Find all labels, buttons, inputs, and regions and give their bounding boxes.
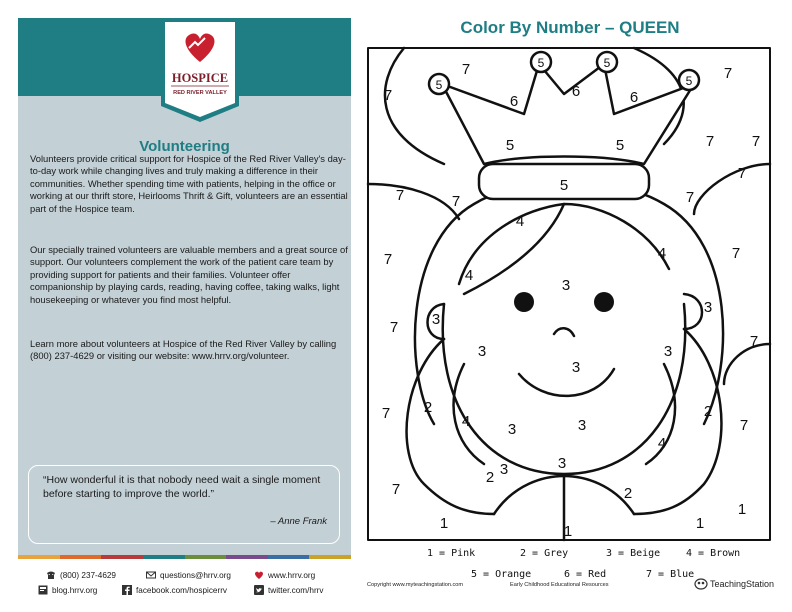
stripe-segment — [143, 555, 185, 559]
num-blue: 7 — [685, 189, 695, 206]
quote-box — [28, 465, 340, 544]
legend-blue: 7 = Blue — [646, 569, 695, 580]
num-beige: 3 — [703, 299, 713, 316]
num-blue: 7 — [731, 245, 741, 262]
volunteer-paragraph-1: Volunteers provide critical support for Hospice of the Red River Valley's day-to-day work while changing lives and truly making a difference in their communities. Whether spending time with patients, helping in the office or working at our thrift store, Heirlooms Thrift & Gift, volunteers are an essential part of the Hospice team. — [30, 153, 348, 214]
owl-icon — [694, 578, 708, 590]
stripe-segment — [185, 555, 227, 559]
bg-bubble-right — [694, 164, 770, 214]
stripe-segment — [60, 555, 102, 559]
volunteer-paragraph-2: Our specially trained volunteers are valuable members and a great source of support. Our volunteers complement the work of the patient care team by providing support for patients and their families. Volunteer offer companionship by playing cards, reading, having coffee, taking walks, light housekeeping or whatever you find most helpful. — [30, 244, 348, 305]
envelope-icon — [146, 570, 156, 580]
hospice-logo — [161, 18, 239, 122]
facebook-icon — [122, 585, 132, 595]
copyright-text: Copyright www.myteachingstation.com — [367, 582, 464, 588]
legend-red: 6 = Red — [564, 569, 607, 580]
eye-left — [514, 292, 534, 312]
stripe-segment — [18, 555, 60, 559]
num-crown-jewel: 6 — [509, 93, 519, 110]
num-crown-tip: 5 — [685, 74, 693, 88]
num-blue: 7 — [389, 319, 399, 336]
legend-orange: 5 = Orange — [471, 569, 532, 580]
volunteer-panel — [18, 18, 351, 558]
contact-blog[interactable]: blog.hrrv.org — [38, 583, 97, 597]
legend-brown: 4 = Brown — [686, 548, 741, 559]
contact-phone[interactable]: (800) 237-4629 — [46, 568, 116, 582]
num-blue: 7 — [381, 405, 391, 422]
num-beige: 3 — [557, 455, 567, 472]
twitter-icon — [254, 585, 264, 595]
contact-web[interactable]: www.hrrv.org — [254, 568, 315, 582]
num-pink: 1 — [695, 515, 705, 532]
num-brown: 4 — [464, 267, 474, 284]
ear-right — [684, 294, 702, 329]
volunteering-heading: Volunteering — [139, 138, 230, 155]
stripe-segment — [226, 555, 268, 559]
num-crown-jewel: 6 — [571, 83, 581, 100]
contact-twitter[interactable]: twitter.com/hrrv — [254, 583, 324, 597]
num-beige: 3 — [561, 277, 571, 294]
smile — [519, 369, 614, 396]
stripe-segment — [101, 555, 143, 559]
num-crown-band: 5 — [505, 137, 515, 154]
num-blue: 7 — [395, 187, 405, 204]
quote-text: “How wonderful it is that nobody need wait a single moment before starting to improve the world.” — [43, 474, 321, 500]
resources-text: Early Childhood Educational Resources — [510, 582, 609, 588]
num-beige: 3 — [571, 359, 581, 376]
eyebrow-mouth-mark — [554, 328, 574, 336]
num-crown-band: 5 — [615, 137, 625, 154]
num-blue: 7 — [383, 251, 393, 268]
eye-right — [594, 292, 614, 312]
num-crown-jewel: 6 — [629, 89, 639, 106]
legend-grey: 2 = Grey — [520, 548, 569, 559]
color-stripe-bar — [18, 555, 351, 559]
num-brown: 4 — [657, 245, 667, 262]
crown-body — [442, 64, 694, 164]
num-crown-tip: 5 — [435, 78, 443, 92]
num-beige: 3 — [477, 343, 487, 360]
num-brown: 4 — [515, 213, 525, 230]
num-blue: 7 — [751, 133, 761, 150]
teaching-station-logo: TeachingStation — [694, 578, 774, 590]
contact-email[interactable]: questions@hrrv.org — [146, 568, 231, 582]
num-beige: 3 — [663, 343, 673, 360]
legend-beige: 3 = Beige — [606, 548, 661, 559]
bg-bubble-right-low — [724, 344, 770, 384]
num-blue: 7 — [461, 61, 471, 78]
legend-pink: 1 = Pink — [427, 548, 476, 559]
num-pink: 1 — [439, 515, 449, 532]
num-beige: 3 — [577, 417, 587, 434]
coloring-page — [364, 44, 774, 544]
bg-bubble-left — [368, 184, 459, 219]
hair-lower-left — [407, 339, 494, 514]
num-grey: 2 — [623, 485, 633, 502]
num-brown: 4 — [461, 413, 471, 430]
num-blue: 7 — [383, 87, 393, 104]
stripe-segment — [268, 555, 310, 559]
heart-icon — [254, 570, 264, 580]
num-blue: 7 — [391, 481, 401, 498]
phone-icon — [46, 570, 56, 580]
num-pink: 1 — [737, 501, 747, 518]
num-blue: 7 — [723, 65, 733, 82]
num-crown-band: 5 — [559, 177, 569, 194]
num-beige: 3 — [499, 461, 509, 478]
num-blue: 7 — [749, 333, 759, 350]
stripe-segment — [309, 555, 351, 559]
volunteer-paragraph-3: Learn more about volunteers at Hospice of the Red River Valley by calling (800) 237-4629 or visiting our website: www.hrrv.org/volunteer. — [30, 338, 337, 362]
num-brown: 4 — [657, 435, 667, 452]
num-grey: 2 — [423, 399, 433, 416]
hair-lower-right — [634, 329, 721, 514]
num-grey: 2 — [703, 403, 713, 420]
num-beige: 3 — [431, 311, 441, 328]
num-crown-tip: 5 — [537, 56, 545, 70]
num-blue: 7 — [451, 193, 461, 210]
collar-left — [494, 476, 564, 514]
num-beige: 3 — [507, 421, 517, 438]
hair-bangs — [459, 204, 669, 284]
worksheet-title: Color By Number – QUEEN — [460, 18, 680, 37]
num-blue: 7 — [739, 417, 749, 434]
bg-bubble-top-left — [385, 48, 444, 164]
num-blue: 7 — [737, 165, 747, 182]
num-pink: 1 — [563, 523, 573, 540]
contact-facebook[interactable]: facebook.com/hospicerrv — [122, 583, 227, 597]
num-grey: 2 — [485, 469, 495, 486]
quote-author: – Anne Frank — [270, 516, 327, 527]
svg-text:HOSPICE: HOSPICE — [171, 71, 229, 85]
num-crown-tip: 5 — [603, 56, 611, 70]
blog-icon — [38, 585, 48, 595]
num-blue: 7 — [705, 133, 715, 150]
svg-text:RED RIVER VALLEY: RED RIVER VALLEY — [173, 90, 227, 96]
